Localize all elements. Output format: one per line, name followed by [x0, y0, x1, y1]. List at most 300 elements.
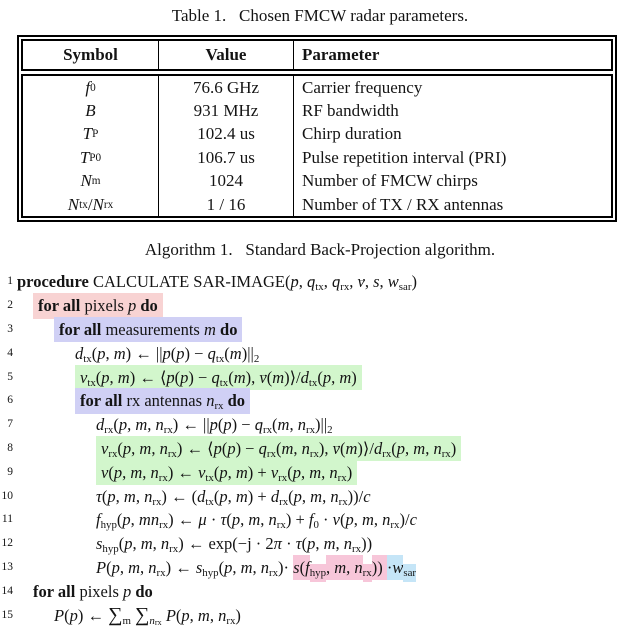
line-number: 7 [0, 413, 13, 437]
math-segment: ( [226, 510, 232, 529]
math-segment: m [204, 320, 216, 339]
math-segment: , [321, 463, 329, 482]
math-segment: m [334, 555, 346, 581]
math-segment: rx [390, 519, 399, 531]
math-segment: )|| [315, 415, 327, 434]
math-segment: v → [358, 272, 365, 291]
math-segment: ( [92, 344, 98, 363]
math-segment: p [123, 439, 131, 458]
math-segment: ) + [286, 510, 309, 529]
math-segment: , [105, 344, 113, 363]
math-segment: v → [259, 368, 266, 387]
math-segment: , [374, 510, 382, 529]
algo-line [0, 532, 640, 556]
table-cell-parameter: Carrier frequency [293, 76, 611, 99]
math-segment: , [293, 439, 301, 458]
math-segment: ( [340, 510, 346, 529]
math-segment: hyp [310, 564, 326, 583]
math-segment: m [413, 439, 425, 458]
math-segment: p [294, 487, 302, 506]
table-cell-symbol [23, 76, 158, 99]
math-segment: m [122, 615, 130, 627]
math-segment: τ [220, 510, 226, 529]
radar-parameters-table [17, 35, 617, 222]
math-segment: p [123, 582, 131, 601]
math-segment: ) [347, 463, 353, 482]
table-cell-symbol [23, 170, 158, 193]
math-segment: tx [205, 472, 213, 484]
math-segment: p [224, 558, 232, 577]
math-segment: ) [351, 368, 357, 387]
math-segment: ( [214, 463, 220, 482]
algo-line [0, 342, 640, 366]
math-segment: q → [259, 439, 267, 458]
math-segment: m [362, 510, 374, 529]
math-segment: p [128, 296, 136, 315]
math-segment: n [330, 487, 338, 506]
math-segment: s [373, 272, 379, 291]
math-segment: 0 [90, 82, 96, 94]
math-segment: hyp [102, 543, 118, 555]
math-segment: , [116, 487, 124, 506]
math-segment: pixels [75, 582, 123, 601]
math-segment: tx [309, 377, 317, 389]
algorithm-caption: Algorithm 1. Standard Back-Projection algorithm. [0, 239, 640, 260]
algo-line-content [54, 604, 241, 634]
math-segment: p → [166, 368, 174, 387]
math-segment: n [151, 463, 159, 482]
math-segment: ) + [248, 463, 271, 482]
math-segment: )) [372, 555, 387, 581]
math-segment: d [301, 368, 309, 387]
math-segment: ∑ [108, 604, 122, 626]
math-segment: ))/ [348, 487, 364, 506]
algo-line [0, 389, 640, 413]
table-cell-parameter: Number of TX / RX antennas [293, 193, 611, 216]
math-segment: , [147, 415, 155, 434]
math-segment: P0 [89, 152, 101, 164]
algo-line [0, 461, 640, 485]
algo-line [0, 366, 640, 390]
math-segment: n [148, 558, 156, 577]
math-segment: rx [152, 496, 161, 508]
table-cell-value: 1024 [158, 170, 293, 193]
math-segment: ( [102, 487, 108, 506]
algo-line [0, 413, 640, 437]
math-segment: ) ← ( [161, 487, 197, 506]
math-segment: , [322, 487, 330, 506]
math-segment: P [92, 128, 98, 140]
math-segment: p [397, 439, 405, 458]
line-number: 1 [0, 270, 13, 294]
math-segment: p → [290, 272, 298, 291]
line-number: 5 [0, 366, 13, 390]
math-segment: , [331, 368, 339, 387]
math-segment: ( [222, 439, 228, 458]
math-segment: , [153, 534, 161, 553]
math-segment: rx [159, 472, 168, 484]
math-segment: , [151, 439, 159, 458]
math-segment: , [346, 555, 354, 581]
math-segment: q → [211, 368, 219, 387]
algorithm-listing [0, 270, 640, 627]
math-segment: n [160, 439, 168, 458]
math-segment: tx [83, 353, 91, 365]
math-segment: )/ [399, 510, 409, 529]
math-segment: )) [361, 534, 372, 553]
math-segment: ( [214, 487, 220, 506]
math-segment: s [96, 534, 102, 553]
math-segment: m [236, 463, 248, 482]
math-segment: p [219, 487, 227, 506]
math-segment: , [315, 534, 323, 553]
math-segment: m [139, 439, 151, 458]
math-segment: rx [269, 567, 278, 579]
math-segment: s [293, 555, 299, 581]
math-segment: , [326, 555, 334, 581]
math-segment: w [388, 272, 399, 291]
math-segment: rx [338, 472, 347, 484]
math-segment: for all [59, 320, 101, 339]
algo-line [0, 294, 640, 318]
math-segment: · [282, 534, 296, 553]
math-segment: sar [399, 281, 412, 293]
math-segment: do [228, 391, 245, 410]
algo-line [0, 604, 640, 628]
math-segment: / [88, 195, 93, 215]
math-segment: , [228, 463, 236, 482]
math-segment: do [140, 296, 157, 315]
math-segment: , [336, 534, 344, 553]
math-segment: rx [155, 618, 162, 627]
math-segment: rx [263, 424, 272, 436]
table-cell-symbol [23, 123, 158, 146]
math-segment: rx [382, 448, 391, 460]
line-number: 14 [0, 580, 13, 604]
math-segment: , [132, 534, 140, 553]
math-segment: m [234, 368, 246, 387]
math-segment: rx [157, 567, 166, 579]
math-segment: ) [235, 606, 241, 625]
math-segment: N [93, 195, 104, 215]
math-segment: rx [277, 519, 286, 531]
math-segment: ( [228, 368, 234, 387]
math-segment: p [181, 606, 189, 625]
math-segment: 0 [313, 519, 318, 531]
math-segment: p [70, 606, 78, 625]
math-segment: ), [319, 439, 333, 458]
math-segment: m [92, 175, 101, 187]
math-segment: n [155, 415, 163, 434]
math-segment: p [119, 415, 127, 434]
math-segment: n [218, 606, 226, 625]
column-header-symbol: Symbol [23, 41, 158, 69]
highlight-pink [33, 293, 163, 319]
math-segment: π [274, 534, 282, 553]
math-segment: ) − [232, 415, 255, 434]
math-segment: )· [278, 558, 293, 577]
math-segment: v [333, 510, 340, 529]
math-segment: T [80, 148, 89, 168]
math-segment: rx [279, 496, 288, 508]
math-segment: N [80, 171, 91, 191]
math-segment: f [96, 510, 101, 529]
math-segment: tx [216, 353, 224, 365]
math-segment: )⟩/ [357, 439, 374, 458]
math-segment: )⟩/ [284, 368, 301, 387]
math-segment: tx [87, 377, 95, 389]
math-segment: p [97, 344, 105, 363]
math-segment: ( [219, 558, 225, 577]
math-segment: , [240, 510, 248, 529]
math-segment: d [96, 415, 104, 434]
math-segment: f [305, 555, 310, 581]
math-segment: p [232, 510, 240, 529]
math-segment: d [271, 487, 279, 506]
math-segment: m [128, 558, 140, 577]
math-segment: m [130, 463, 142, 482]
math-segment: , [302, 487, 310, 506]
math-segment: n [354, 555, 362, 581]
algo-line [0, 437, 640, 461]
table-cell-parameter: Chirp duration [293, 123, 611, 146]
math-segment: ) ← [168, 463, 198, 482]
math-segment: , [425, 439, 433, 458]
math-segment: )|| [242, 344, 254, 363]
math-segment: ), [246, 368, 260, 387]
math-segment: for all [38, 296, 80, 315]
line-number: 11 [0, 508, 13, 532]
math-segment: n [433, 439, 441, 458]
math-segment: tx [315, 281, 323, 293]
math-segment: ( [108, 463, 114, 482]
math-segment: n [382, 510, 390, 529]
math-segment: tx [79, 199, 88, 211]
math-segment: ( [288, 487, 294, 506]
math-segment: s [196, 558, 202, 577]
math-segment: q → [208, 344, 216, 363]
algo-line-content [54, 318, 242, 342]
math-segment: μ [198, 510, 206, 529]
table-cell-symbol [23, 99, 158, 122]
algo-line [0, 580, 640, 604]
table-cell-parameter: Number of FMCW chirps [293, 170, 611, 193]
math-segment: n [261, 558, 269, 577]
line-number: 13 [0, 556, 13, 580]
math-segment: , [252, 558, 260, 577]
math-segment: ) ← ⟨ [130, 368, 167, 387]
math-segment: p [176, 344, 184, 363]
math-segment: P [54, 606, 64, 625]
math-segment: q → [255, 415, 263, 434]
math-segment: m [124, 487, 136, 506]
math-segment: m [118, 368, 130, 387]
math-segment: , [232, 558, 240, 577]
math-segment: p [101, 368, 109, 387]
math-segment: n [144, 487, 152, 506]
math-segment: m [141, 534, 153, 553]
line-number: 2 [0, 294, 13, 318]
math-segment: ( [302, 534, 308, 553]
math-segment: p [180, 368, 188, 387]
math-segment: p [122, 510, 130, 529]
math-segment: rx [442, 448, 451, 460]
table-cell-value: 102.4 us [158, 123, 293, 146]
math-segment: p [112, 558, 120, 577]
math-segment: ( [218, 415, 224, 434]
table-cell-symbol [23, 193, 158, 216]
line-number: 15 [0, 604, 13, 628]
line-number: 6 [0, 389, 13, 413]
line-number: 10 [0, 485, 13, 509]
math-segment: , [365, 272, 373, 291]
table-cell-value: 1 / 16 [158, 193, 293, 216]
math-segment: do [135, 582, 152, 601]
math-segment: ( [119, 534, 125, 553]
math-segment: , [260, 510, 268, 529]
algo-line-content [33, 294, 163, 318]
math-segment: p → [214, 439, 222, 458]
line-number: 3 [0, 318, 13, 342]
math-segment: ( [317, 368, 323, 387]
math-segment: , [228, 487, 236, 506]
math-segment: p [114, 463, 122, 482]
math-segment: rx [164, 424, 173, 436]
math-segment: n [329, 463, 337, 482]
math-segment: T [83, 124, 92, 144]
math-segment: , [349, 272, 357, 291]
math-segment: ) ← [168, 510, 198, 529]
math-segment: ) − [236, 439, 259, 458]
math-segment: ( [96, 368, 102, 387]
column-header-value: Value [158, 41, 293, 69]
math-segment: , [289, 415, 297, 434]
table-cell-value: 106.7 us [158, 146, 293, 169]
math-segment: ( [287, 463, 293, 482]
math-segment: m [339, 368, 351, 387]
math-segment: tx [220, 377, 228, 389]
math-segment: m [248, 510, 260, 529]
math-segment: rx [226, 615, 235, 627]
math-segment: rx [352, 543, 361, 555]
algo-line [0, 318, 640, 342]
math-segment: rx [104, 424, 113, 436]
math-segment: p [223, 415, 231, 434]
math-segment: n [298, 415, 306, 434]
math-segment: v [101, 463, 108, 482]
math-segment: m [346, 439, 358, 458]
math-segment: , [122, 463, 130, 482]
math-segment: p [219, 463, 227, 482]
math-segment: m [230, 344, 242, 363]
math-segment: · [319, 510, 333, 529]
math-segment: ) + [248, 487, 271, 506]
math-segment: ( [340, 439, 346, 458]
math-segment: m [310, 487, 322, 506]
math-segment: ) ← || [126, 344, 163, 363]
math-segment: p [227, 439, 235, 458]
math-segment: mn [139, 510, 159, 529]
math-segment: ( [106, 558, 112, 577]
algo-line-content [33, 580, 153, 604]
math-segment: hyp [101, 519, 117, 531]
math-segment: rx [339, 496, 348, 508]
math-segment: ( [64, 606, 70, 625]
math-segment: ( [171, 344, 177, 363]
math-segment: rx [310, 448, 319, 460]
math-segment: pixels [80, 296, 128, 315]
math-segment: N [68, 195, 79, 215]
algo-line [0, 508, 640, 532]
math-segment: tx [205, 496, 213, 508]
math-segment: , [190, 606, 198, 625]
line-number: 8 [0, 437, 13, 461]
math-segment: , [110, 368, 118, 387]
math-segment: m [278, 415, 290, 434]
math-segment: · [387, 555, 393, 581]
column-header-parameter: Parameter [293, 41, 611, 69]
math-segment: ) ← exp(−j · 2 [178, 534, 273, 553]
math-segment: n [161, 534, 169, 553]
math-segment: , [136, 487, 144, 506]
math-segment: , [142, 463, 150, 482]
highlight-green [96, 436, 461, 462]
math-segment: , [301, 463, 309, 482]
math-segment: ( [224, 344, 230, 363]
math-segment: , [120, 558, 128, 577]
math-segment: q → [307, 272, 315, 291]
math-segment: n [269, 510, 277, 529]
math-segment: m [114, 344, 126, 363]
math-segment: CALCULATE SAR-IMAGE( [89, 272, 291, 291]
math-segment: τ [296, 534, 302, 553]
math-segment: , [380, 272, 388, 291]
math-segment: , [131, 510, 139, 529]
highlight-lav [75, 388, 250, 414]
math-segment: , [210, 606, 218, 625]
math-segment: ) − [188, 368, 211, 387]
math-segment: , [354, 510, 362, 529]
math-segment: rx [168, 448, 177, 460]
math-segment: c [363, 487, 370, 506]
math-segment: m [241, 558, 253, 577]
table-cell-value: 76.6 GHz [158, 76, 293, 99]
math-segment: 2 [327, 424, 332, 436]
math-segment: f [85, 78, 90, 98]
math-segment: ) [411, 272, 417, 291]
math-segment: ( [300, 555, 306, 581]
math-segment: rx [214, 400, 223, 412]
line-number: 12 [0, 532, 13, 556]
math-segment: v [101, 439, 108, 458]
math-segment: , [140, 558, 148, 577]
math-segment: m [324, 534, 336, 553]
math-segment: ( [113, 415, 119, 434]
math-segment: m [309, 463, 321, 482]
math-segment: n [302, 439, 310, 458]
math-segment: rx [278, 472, 287, 484]
algo-line [0, 485, 640, 509]
line-number: 4 [0, 342, 13, 366]
math-segment: hyp [202, 567, 218, 579]
math-segment: · [207, 510, 221, 529]
math-segment: ) ← [78, 606, 108, 625]
math-segment: ) ← ⟨ [177, 439, 214, 458]
math-segment: 2 [254, 353, 259, 365]
math-segment: ∑ [135, 604, 149, 626]
math-segment: rx [363, 564, 372, 583]
math-segment: m [281, 439, 293, 458]
